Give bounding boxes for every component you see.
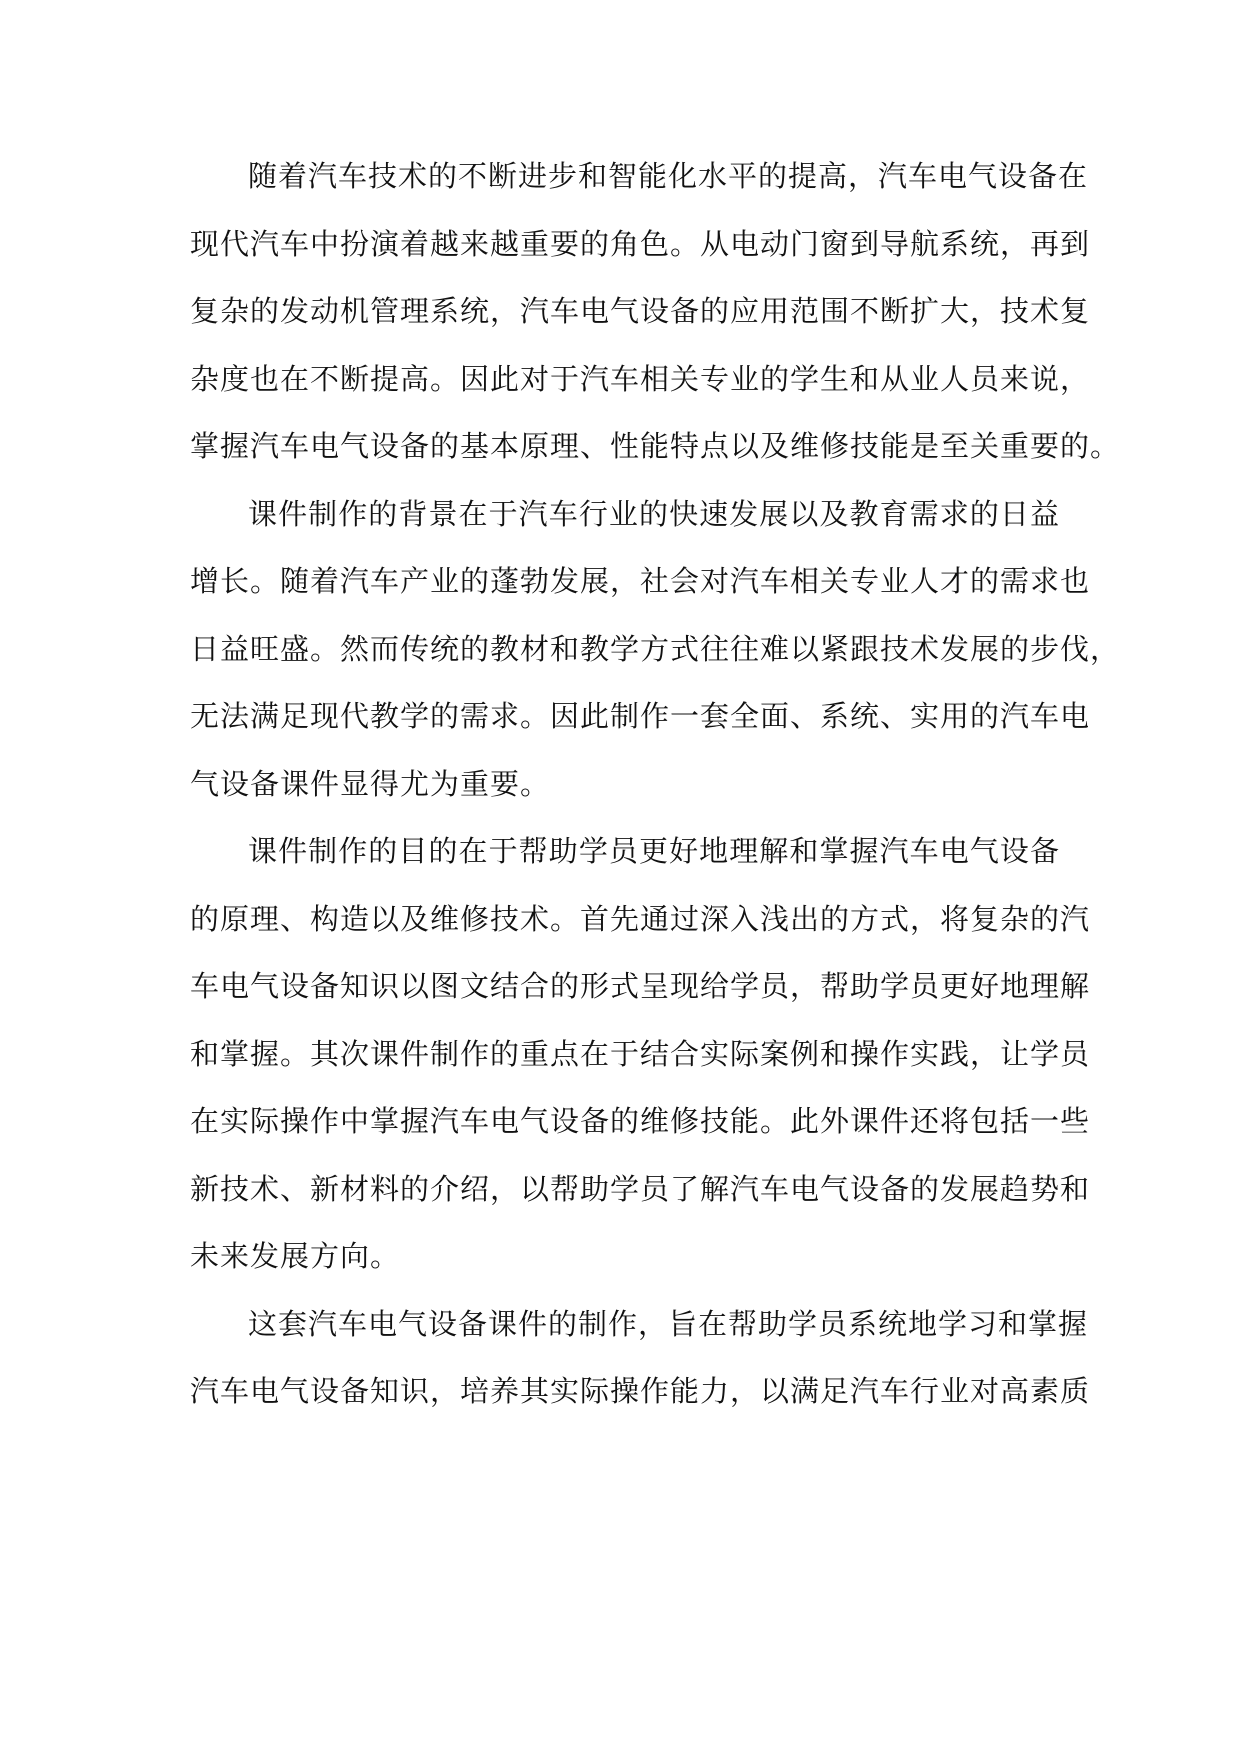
paragraph-line: 课件制作的目的在于帮助学员更好地理解和掌握汽车电气设备 xyxy=(248,834,1060,868)
paragraph-line: 在实际操作中掌握汽车电气设备的维修技能。此外课件还将包括一些 xyxy=(190,1104,1091,1138)
paragraph-line: 和掌握。其次课件制作的重点在于结合实际案例和操作实践，让学员 xyxy=(190,1036,1091,1071)
paragraph-line: 新技术、新材料的介绍，以帮助学员了解汽车电气设备的发展趋势和 xyxy=(190,1171,1091,1206)
paragraph-1 xyxy=(190,143,1121,481)
paragraph-line: 无法满足现代教学的需求。因此制作一套全面、系统、实用的汽车电 xyxy=(190,699,1091,733)
paragraph-line: 现代汽车中扮演着越来越重要的角色。从电动门窗到导航系统，再到 xyxy=(190,226,1091,261)
paragraph-line: 的原理、构造以及维修技术。首先通过深入浅出的方式，将复杂的汽 xyxy=(190,901,1091,936)
paragraph-line: 车电气设备知识以图文结合的形式呈现给学员，帮助学员更好地理解 xyxy=(190,969,1091,1003)
paragraph-line: 气设备课件显得尤为重要。 xyxy=(190,766,551,801)
paragraph-3 xyxy=(190,818,1091,1291)
paragraph-4 xyxy=(190,1291,1091,1426)
paragraph-line: 这套汽车电气设备课件的制作，旨在帮助学员系统地学习和掌握 xyxy=(248,1306,1089,1341)
paragraph-line: 杂度也在不断提高。因此对于汽车相关专业的学生和从业人员来说， xyxy=(190,361,1091,396)
paragraph-line: 掌握汽车电气设备的基本原理、性能特点以及维修技能是至关重要的。 xyxy=(190,429,1121,463)
paragraph-2 xyxy=(190,481,1121,819)
paragraph-line: 增长。随着汽车产业的蓬勃发展，社会对汽车相关专业人才的需求也 xyxy=(190,564,1091,598)
paragraph-line: 复杂的发动机管理系统，汽车电气设备的应用范围不断扩大，技术复 xyxy=(190,294,1091,328)
paragraph-line: 课件制作的背景在于汽车行业的快速发展以及教育需求的日益 xyxy=(248,496,1060,531)
paragraph-line: 汽车电气设备知识，培养其实际操作能力，以满足汽车行业对高素质 xyxy=(190,1374,1091,1408)
paragraph-line: 随着汽车技术的不断进步和智能化水平的提高，汽车电气设备在 xyxy=(248,159,1089,193)
paragraph-line: 未来发展方向。 xyxy=(190,1239,401,1273)
paragraph-line: 日益旺盛。然而传统的教材和教学方式往往难以紧跟技术发展的步伐， xyxy=(190,631,1121,666)
document-body xyxy=(190,143,1121,1426)
